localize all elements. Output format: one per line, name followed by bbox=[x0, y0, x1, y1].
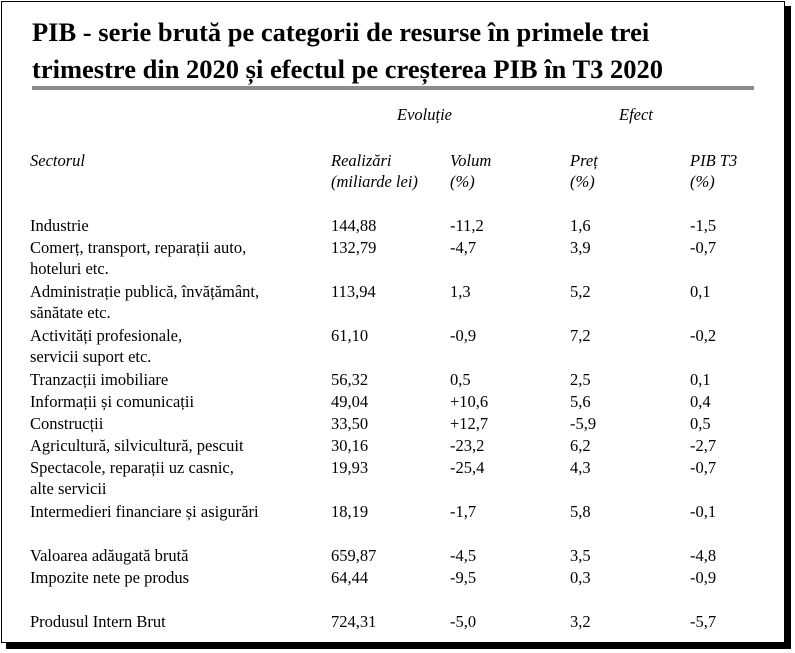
table-row bbox=[0, 501, 780, 545]
row-pib: -0,1 bbox=[690, 502, 717, 521]
row-sector bbox=[30, 457, 234, 499]
row-sector bbox=[30, 237, 246, 279]
table-row bbox=[0, 457, 780, 501]
row-sector-line-1: Administrație publică, învățământ, bbox=[30, 282, 260, 301]
row-realizari: 724,31 bbox=[331, 612, 377, 631]
row-pret: 6,2 bbox=[570, 436, 591, 455]
row-sector-line-1: Produsul Intern Brut bbox=[30, 612, 166, 631]
row-pret: 4,3 bbox=[570, 458, 591, 477]
row-pret: 7,2 bbox=[570, 326, 591, 345]
row-pret: 3,2 bbox=[570, 612, 591, 631]
row-sector bbox=[30, 369, 168, 390]
table-row bbox=[0, 611, 780, 637]
header-pret-line-1: Preț bbox=[570, 151, 598, 170]
row-volum: -25,4 bbox=[450, 458, 485, 477]
row-sector-line-1: Valoarea adăugată brută bbox=[30, 546, 189, 565]
row-volum: -9,5 bbox=[450, 568, 477, 587]
header-realizari bbox=[331, 150, 418, 192]
row-realizari: 49,04 bbox=[331, 392, 369, 411]
row-volum: 0,5 bbox=[450, 370, 471, 389]
row-realizari: 56,32 bbox=[331, 370, 369, 389]
row-pib: -5,7 bbox=[690, 612, 717, 631]
row-realizari: 659,87 bbox=[331, 546, 377, 565]
row-pib: 0,4 bbox=[690, 392, 711, 411]
row-sector-line-1: Construcții bbox=[30, 414, 104, 433]
row-realizari: 33,50 bbox=[331, 414, 369, 433]
title-line-2: trimestre din 2020 și efectul pe creșterea PIB în T3 2020 bbox=[32, 54, 663, 84]
row-realizari: 144,88 bbox=[331, 216, 377, 235]
row-realizari: 19,93 bbox=[331, 458, 369, 477]
row-pib: 0,1 bbox=[690, 370, 711, 389]
row-pret: 5,8 bbox=[570, 502, 591, 521]
row-sector bbox=[30, 435, 244, 456]
row-pret: 3,5 bbox=[570, 546, 591, 565]
row-sector bbox=[30, 501, 259, 522]
row-realizari: 30,16 bbox=[331, 436, 369, 455]
row-realizari: 61,10 bbox=[331, 326, 369, 345]
row-pret: 3,9 bbox=[570, 238, 591, 257]
header-volum-line-2: (%) bbox=[450, 172, 475, 191]
row-pib: -2,7 bbox=[690, 436, 717, 455]
table-row bbox=[0, 281, 780, 325]
row-sector bbox=[30, 391, 194, 412]
row-volum: 1,3 bbox=[450, 282, 471, 301]
title-underline bbox=[32, 86, 754, 90]
row-pib: -0,7 bbox=[690, 238, 717, 257]
row-sector bbox=[30, 413, 103, 434]
row-pret: 0,3 bbox=[570, 568, 591, 587]
row-volum: -23,2 bbox=[450, 436, 485, 455]
row-sector-line-1: Impozite nete pe produs bbox=[30, 568, 189, 587]
header-pib bbox=[690, 150, 737, 192]
row-pib: -0,2 bbox=[690, 326, 717, 345]
row-pret: 5,6 bbox=[570, 392, 591, 411]
row-sector-line-1: Tranzacții imobiliare bbox=[30, 370, 169, 389]
row-sector-line-1: Industrie bbox=[30, 216, 89, 235]
row-pib: -4,8 bbox=[690, 546, 717, 565]
row-volum: -5,0 bbox=[450, 612, 477, 631]
row-sector-line-1: Spectacole, reparații uz casnic, bbox=[30, 458, 234, 477]
row-volum: -4,7 bbox=[450, 238, 477, 257]
row-pret: 2,5 bbox=[570, 370, 591, 389]
row-volum: -1,7 bbox=[450, 502, 477, 521]
row-sector-line-1: Informații și comunicații bbox=[30, 392, 195, 411]
row-sector bbox=[30, 325, 182, 367]
row-sector bbox=[30, 567, 189, 588]
header-pret-line-2: (%) bbox=[570, 172, 595, 191]
row-volum: -0,9 bbox=[450, 326, 477, 345]
row-realizari: 18,19 bbox=[331, 502, 369, 521]
row-pret: 5,2 bbox=[570, 282, 591, 301]
row-sector-line-2: servicii suport etc. bbox=[30, 347, 152, 366]
row-sector-line-1: Intermedieri financiare și asigurări bbox=[30, 502, 259, 521]
header-sectorul: Sectorul bbox=[30, 151, 85, 170]
row-realizari: 64,44 bbox=[331, 568, 369, 587]
row-pret: -5,9 bbox=[570, 414, 597, 433]
row-volum: +12,7 bbox=[450, 414, 489, 433]
row-sector bbox=[30, 545, 189, 566]
row-sector bbox=[30, 215, 89, 236]
row-volum: -4,5 bbox=[450, 546, 477, 565]
row-realizari: 132,79 bbox=[331, 238, 377, 257]
row-pret: 1,6 bbox=[570, 216, 591, 235]
row-volum: +10,6 bbox=[450, 392, 489, 411]
header-realizari-line-2: (miliarde lei) bbox=[331, 172, 418, 191]
row-pib: -0,7 bbox=[690, 458, 717, 477]
header-pib-line-2: (%) bbox=[690, 172, 715, 191]
header-pret bbox=[570, 150, 598, 192]
row-sector-line-2: alte servicii bbox=[30, 479, 107, 498]
header-volum bbox=[450, 150, 491, 192]
row-pib: 0,5 bbox=[690, 414, 711, 433]
row-volum: -11,2 bbox=[450, 216, 484, 235]
row-pib: 0,1 bbox=[690, 282, 711, 301]
table-row bbox=[0, 325, 780, 369]
frame-shadow-right bbox=[785, 6, 791, 649]
row-sector-line-1: Agricultură, silvicultură, pescuit bbox=[30, 436, 244, 455]
table-row bbox=[0, 237, 780, 281]
frame-shadow-bottom bbox=[6, 643, 791, 649]
header-volum-line-1: Volum bbox=[450, 151, 492, 170]
title-line-1: PIB - serie brută pe categorii de resurse în primele trei bbox=[32, 17, 650, 47]
row-sector bbox=[30, 281, 259, 323]
row-realizari: 113,94 bbox=[331, 282, 376, 301]
row-sector-line-2: sănătate etc. bbox=[30, 303, 111, 322]
table-row bbox=[0, 567, 780, 611]
page-title bbox=[32, 14, 772, 88]
row-pib: -0,9 bbox=[690, 568, 717, 587]
header-pib-line-1: PIB T3 bbox=[690, 151, 738, 170]
row-sector-line-1: Comerț, transport, reparații auto, bbox=[30, 238, 247, 257]
row-sector bbox=[30, 611, 166, 632]
header-evolutie: Evoluție bbox=[397, 105, 452, 124]
row-sector-line-2: hoteluri etc. bbox=[30, 259, 109, 278]
header-realizari-line-1: Realizări bbox=[331, 151, 392, 170]
row-pib: -1,5 bbox=[690, 216, 717, 235]
row-sector-line-1: Activități profesionale, bbox=[30, 326, 183, 345]
header-efect: Efect bbox=[619, 105, 653, 124]
